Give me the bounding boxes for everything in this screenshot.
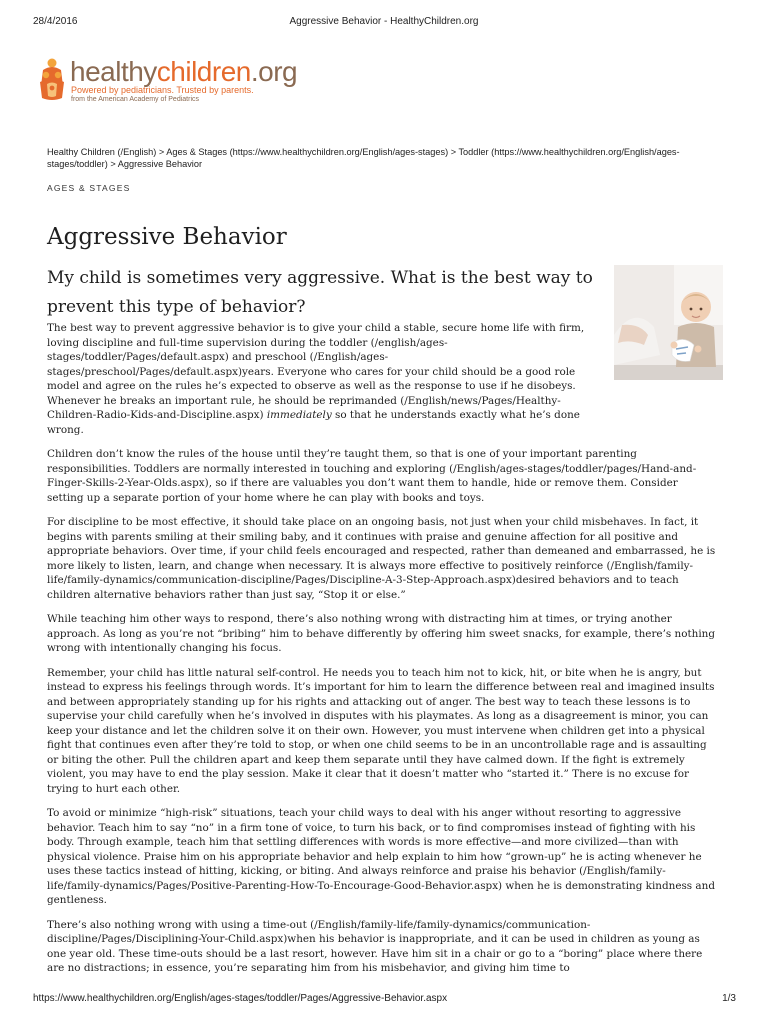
breadcrumb-link-toddler[interactable]: Toddler (https://www.healthychildren.org/English/ages-stages/toddler) xyxy=(47,147,680,169)
breadcrumb-link-healthy-children[interactable]: Healthy Children (/English) xyxy=(47,147,157,157)
article-paragraph: For discipline to be most effective, it should take place on an ongoing basis, not just when your child misbehaves. In fact, it begins with parents smiling at their smiling baby, and it continues with praise and genuine affection for all positive and appropriate behaviors. Over time, if your child feels encouraged and respected, rather than demeaned and embarrassed, he is more likely to listen, learn, and change when necessary. It is always more effective to positively reinforce (/English/family-life/family-dynamics/communication-discipline/Pages/Discipline-A-3-Step-Approach.aspx)desired behaviors and to teach children alternative behaviors rather than just say, “Stop it or else.” xyxy=(47,516,716,601)
family-logo-icon xyxy=(37,58,67,102)
breadcrumb xyxy=(47,146,687,170)
logo-tagline: Powered by pediatricians. Trusted by parents. xyxy=(71,85,254,95)
logo-subtitle: from the American Academy of Pediatrics xyxy=(71,96,199,103)
print-header xyxy=(0,16,768,30)
article-paragraph: Remember, your child has little natural self-control. He needs you to teach him not to kick, hit, or bite when he is angry, but instead to express his feelings through words. It’s important for him to learn the difference between real and imagined insults and between appropriately standing up for his rights and attacking out of anger. The best way to teach these lessons is to supervise your child carefully when he’s involved in disputes with his playmates. As long as a disagreement is minor, you can keep your distance and let the children solve it on their own. However, you must intervene when children get into a physical fight that continues even after they’re told to stop, or when one child seems to be in an uncontrollable rage and is assaulting or biting the other. Pull the children apart and keep them separate until they have calmed down. If the fight is extremely violent, you may have to end the play session. Make it clear that it doesn’t matter who “started it.” There is no excuse for trying to hurt each other. xyxy=(47,666,715,795)
print-url: https://www.healthychildren.org/English/ages-stages/toddler/Pages/Aggressive-Behavior.aspx xyxy=(33,993,448,1004)
breadcrumb-separator: > xyxy=(107,159,118,169)
article-body xyxy=(47,321,717,986)
breadcrumb-separator: > xyxy=(448,147,459,157)
logo-wordmark: healthychildren.org xyxy=(70,56,298,87)
emphasis-text: immediately xyxy=(266,409,332,421)
page-title: Aggressive Behavior xyxy=(47,224,287,250)
article-paragraph: There’s also nothing wrong with using a time-out (/English/family-life/family-dynamics/communication-discipline/Pages/Disciplining-Your-Child.aspx)when his behavior is inappropriate, and it can be used in children as young as one year old. These time-outs should be a last resort, however. Have him sit in a chair or go to a “boring” place where there are no distractions; in essence, you’re separating him from his misbehavior, and giving him time to xyxy=(47,918,703,974)
breadcrumb-link-ages-stages[interactable]: Ages & Stages (https://www.healthychildren.org/English/ages-stages) xyxy=(166,147,449,157)
article-paragraph: Children don’t know the rules of the house until they’re taught them, so that is one of your important parenting responsibilities. Toddlers are normally interested in touching and exploring (/English/ages-stages/toddler/pages/Hand-and-Finger-Skills-2-Year-Olds.aspx), so if there are valuables you don’t want them to handle, hide or remove them. Consider setting up a separate portion of your home where he can play with books and toys. xyxy=(47,448,697,504)
breadcrumb-separator: > xyxy=(156,147,167,157)
article-question: My child is sometimes very aggressive. What is the best way to prevent this type of behavior? xyxy=(47,268,593,317)
article-paragraph: While teaching him other ways to respond, there’s also nothing wrong with distracting him at times, or trying another approach. As long as you’re not “bribing” him to behave differently by offering him sweet snacks, for example, there’s nothing wrong with intentionally changing his focus. xyxy=(47,613,715,654)
site-logo[interactable] xyxy=(37,56,298,108)
section-label: AGES & STAGES xyxy=(47,183,131,193)
article-paragraph: To avoid or minimize “high-risk” situations, teach your child ways to deal with his anger without resorting to aggressive behavior. Teach him to say “no” in a firm tone of voice, to turn his back, or to find compromises instead of fighting with his body. Through example, teach him that settling differences with words is more effective—and more civilized—than with physical violence. Praise him on his appropriate behavior and help explain to him how “grown-up” he is acting whenever he uses these tactics instead of hitting, kicking, or biting. And always reinforce and praise his behavior (/English/family-life/family-dynamics/Pages/Positive-Parenting-How-To-Encourage-Good-Behavior.aspx) when he is demonstrating kindness and gentleness. xyxy=(47,807,715,906)
breadcrumb-current: Aggressive Behavior xyxy=(117,159,203,169)
print-date: 28/4/2016 xyxy=(33,16,78,27)
print-footer xyxy=(0,993,768,1007)
page-number: 1/3 xyxy=(722,993,736,1004)
print-document-title: Aggressive Behavior - HealthyChildren.org xyxy=(289,16,479,27)
article-paragraph: The best way to prevent aggressive behavior is to give your child a stable, secure home life with firm, loving discipline and full-time supervision during the toddler (/english/ages-stages/toddler/Pages/default.aspx) and preschool (/English/ages-stages/preschool/Pages/default.aspx)years. Everyone who cares for your child should be a good role model and agree on the rules he’s expected to observe as well as the response to use if he disobeys. Whenever he breaks an important rule, he should be reprimanded (/English/news/Pages/Healthy-Children-Radio-Kids-and-Discipline.aspx) immediately so that he understands exactly what he’s done wrong. xyxy=(47,322,585,436)
